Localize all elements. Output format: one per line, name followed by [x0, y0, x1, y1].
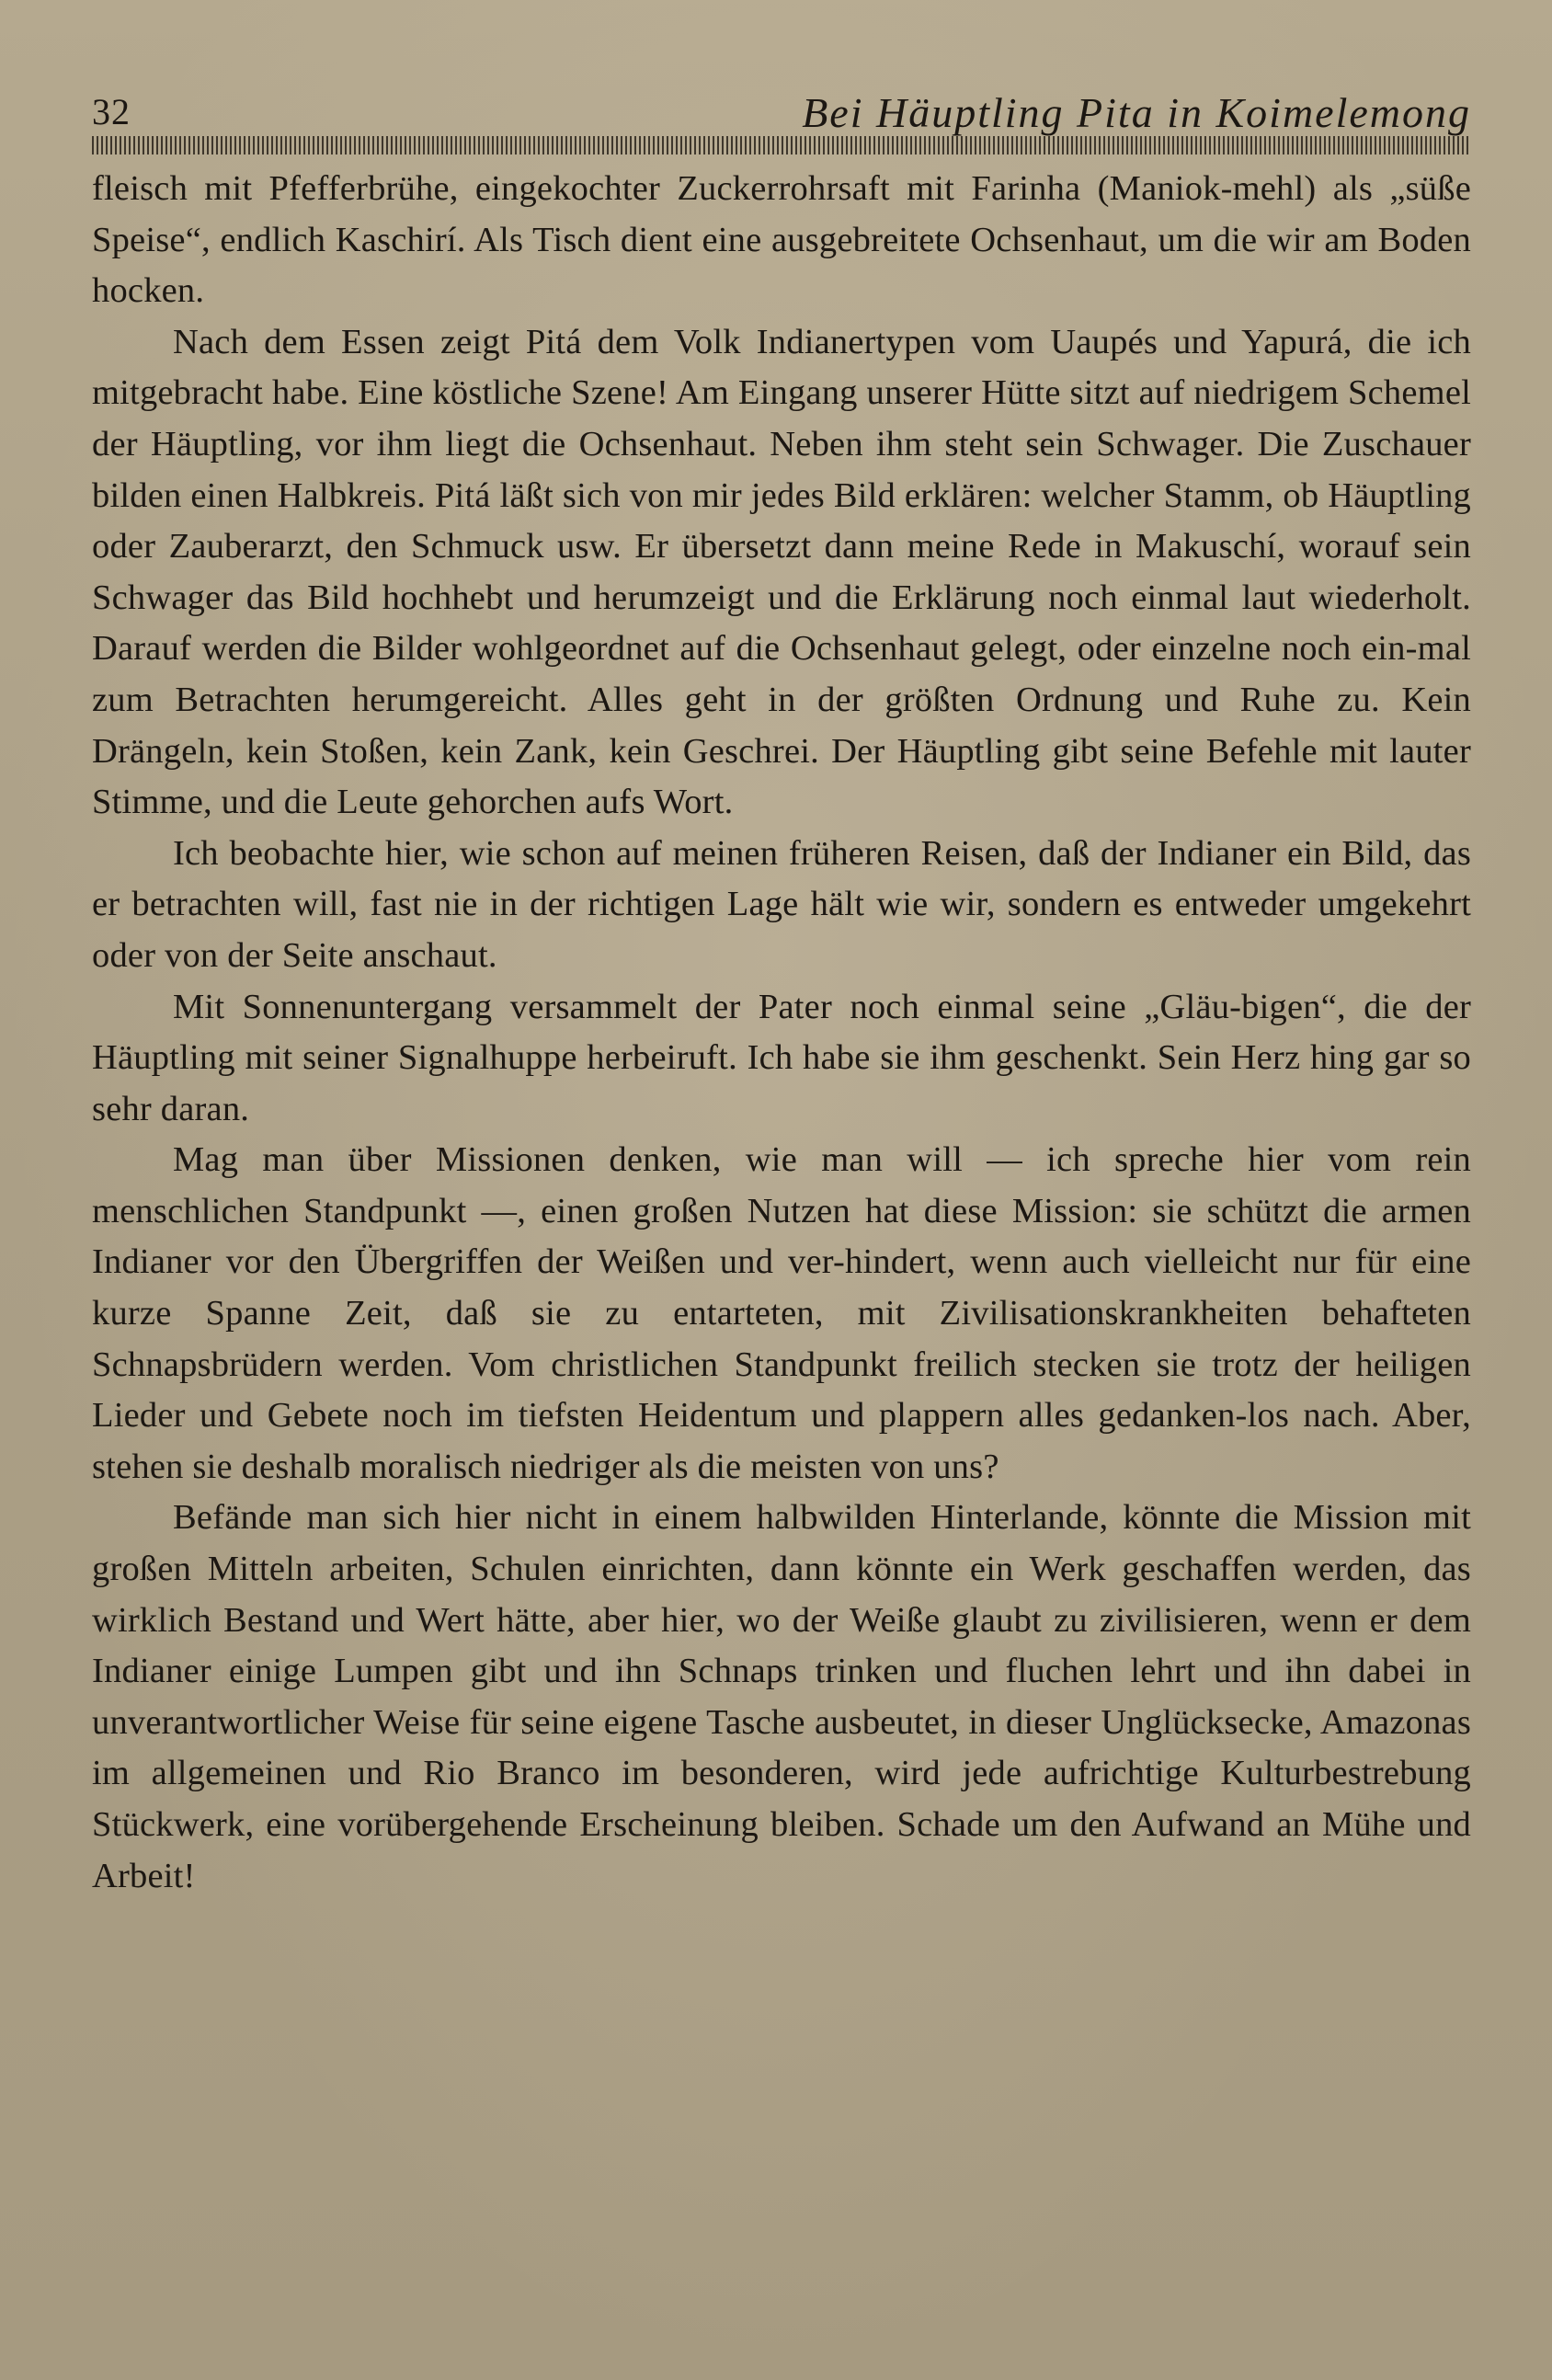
body-text [92, 164, 1471, 1902]
paragraph: Nach dem Essen zeigt Pitá dem Volk Indianertypen vom Uaupés und Yapurá, die ich mitgebracht habe. Eine köstliche Szene! Am Eingang unserer Hütte sitzt auf niedrigem Schemel der Häuptling, vor ihm liegt die Ochsenhaut. Neben ihm steht sein Schwager. Die Zuschauer bilden einen Halbkreis. Pitá läßt sich von mir jedes Bild erklären: welcher Stamm, ob Häuptling oder Zauberarzt, den Schmuck usw. Er übersetzt dann meine Rede in Makuschí, worauf sein Schwager das Bild hochhebt und herumzeigt und die Erklärung noch einmal laut wiederholt. Darauf werden die Bilder wohlgeordnet auf die Ochsenhaut gelegt, oder einzelne noch ein-mal zum Betrachten herumgereicht. Alles geht in der größten Ordnung und Ruhe zu. Kein Drängeln, kein Stoßen, kein Zank, kein Geschrei. Der Häuptling gibt seine Befehle mit lauter Stimme, und die Leute gehorchen aufs Wort. [92, 322, 1471, 822]
running-title: Bei Häuptling Pita in Koimelemong [802, 89, 1471, 136]
paragraph: Ich beobachte hier, wie schon auf meinen früheren Reisen, daß der Indianer ein Bild, das er betrachten will, fast nie in der richtigen Lage hält wie wir, sondern es entweder umgekehrt oder von der Seite anschaut. [92, 833, 1471, 975]
paragraph: Mag man über Missionen denken, wie man will — ich spreche hier vom rein menschlichen Standpunkt —, einen großen Nutzen hat diese Mission: sie schützt die armen Indianer vor den Übergriffen der Weißen und ver-hindert, wenn auch vielleicht nur für eine kurze Spanne Zeit, daß sie zu entarteten, mit Zivilisationskrankheiten behafteten Schnapsbrüdern werden. Vom christlichen Standpunkt freilich stecken sie trotz der heiligen Lieder und Gebete noch im tiefsten Heidentum und plappern alles gedanken-los nach. Aber, stehen sie deshalb moralisch niedriger als die meisten von uns? [92, 1140, 1471, 1486]
paragraph: fleisch mit Pfefferbrühe, eingekochter Zuckerrohrsaft mit Farinha (Maniok-mehl) als „süße Speise“, endlich Kaschirí. Als Tisch dient eine ausgebreitete Ochsenhaut, um die wir am Boden hocken. [92, 169, 1471, 311]
paragraph: Befände man sich hier nicht in einem halbwilden Hinterlande, könnte die Mission mit großen Mitteln arbeiten, Schulen einrichten, dann könnte ein Werk geschaffen werden, das wirklich Bestand und Wert hätte, aber hier, wo der Weiße glaubt zu zivilisieren, wenn er dem Indianer einige Lumpen gibt und ihn Schnaps trinken und fluchen lehrt und ihn dabei in unverantwortlicher Weise für seine eigene Tasche ausbeutet, in dieser Unglücksecke, Amazonas im allgemeinen und Rio Branco im besonderen, wird jede aufrichtige Kulturbestrebung Stückwerk, eine vorübergehende Erscheinung bleiben. Schade um den Aufwand an Mühe und Arbeit! [92, 1498, 1471, 1895]
header-ornament-rule [92, 136, 1471, 154]
page-number: 32 [92, 91, 131, 132]
paragraph: Mit Sonnenuntergang versammelt der Pater noch einmal seine „Gläu-bigen“, die der Häuptling mit seiner Signalhuppe herbeiruft. Ich habe sie ihm geschenkt. Sein Herz hing gar so sehr daran. [92, 987, 1471, 1128]
page-header [92, 88, 1471, 136]
